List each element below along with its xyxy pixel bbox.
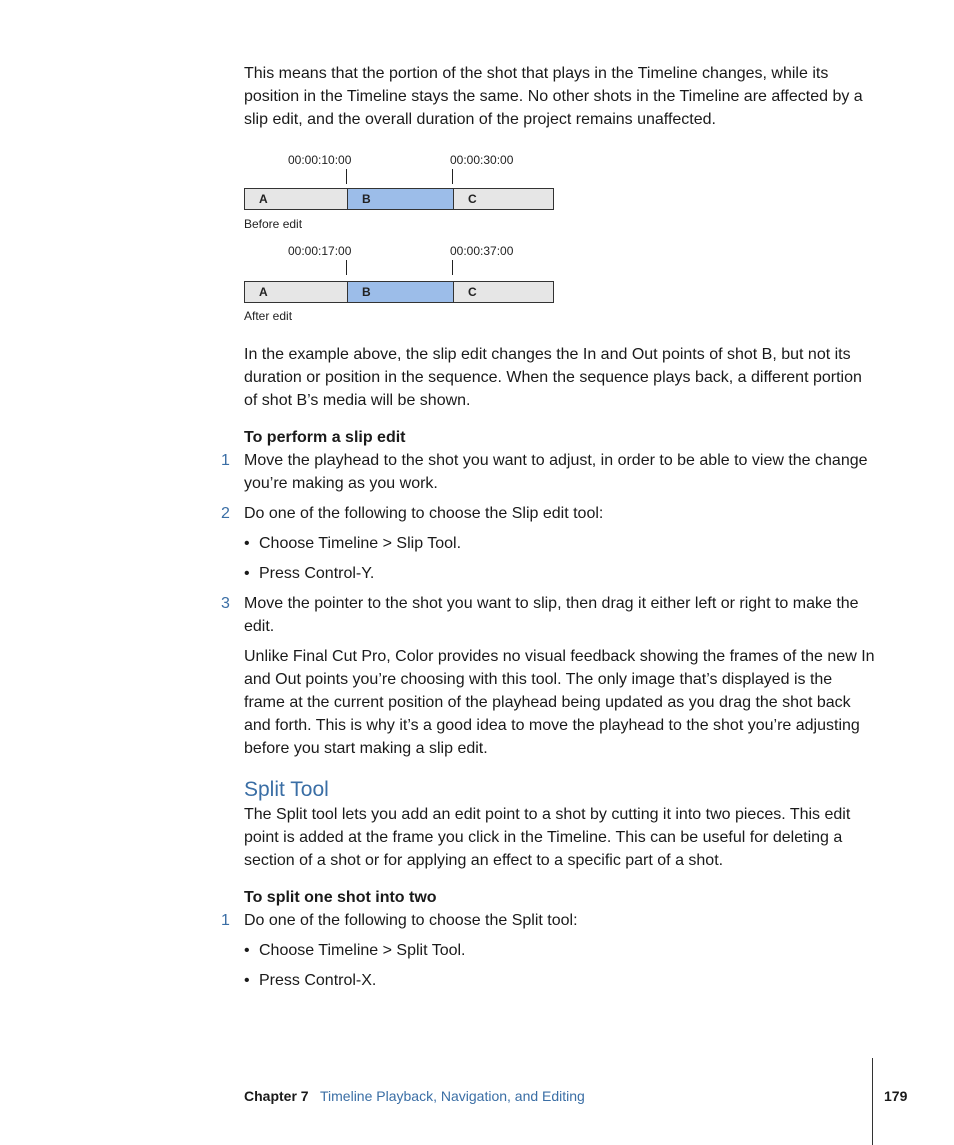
bullet-item (244, 939, 465, 962)
bullet-glyph: • (244, 535, 250, 552)
before-shot-b: B (348, 189, 454, 209)
step-text: Move the pointer to the shot you want to slip, then drag it either left or right to make the edit. (244, 595, 859, 635)
footer-divider (872, 1058, 873, 1145)
before-timecode-in: 00:00:10:00 (288, 153, 352, 167)
bullet-glyph: • (244, 565, 250, 582)
bullet-text: Choose Timeline > Slip Tool. (259, 535, 462, 552)
bullet-item (244, 969, 376, 992)
slip-procedure-heading: To perform a slip edit (244, 429, 406, 446)
step-text: Move the playhead to the shot you want to adjust, in order to be able to view the change you’re making as you work. (244, 452, 868, 492)
before-timeline-track (244, 188, 554, 210)
after-timecode-in: 00:00:17:00 (288, 244, 352, 258)
before-timecode-out: 00:00:30:00 (450, 153, 514, 167)
after-in-marker (346, 260, 347, 275)
bullet-text: Press Control-Y. (259, 565, 375, 582)
step-number: 2 (221, 505, 230, 522)
bullet-glyph: • (244, 942, 250, 959)
example-paragraph: In the example above, the slip edit changes the In and Out points of shot B, but not its duration or position in the sequence. When the sequence plays back, a different portion of shot B’s media will be shown. (244, 346, 862, 409)
footer-chapter: Chapter 7 (244, 1088, 309, 1104)
step-number: 1 (221, 452, 230, 469)
step-number: 3 (221, 595, 230, 612)
after-shot-a: A (245, 282, 348, 302)
after-shot-c: C (454, 282, 553, 302)
intro-paragraph: This means that the portion of the shot that plays in the Timeline changes, while its position in the Timeline stays the same. No other shots in the Timeline are affected by a slip edit, and the overall duration of the project remains unaffected. (244, 65, 863, 128)
bullet-item (244, 562, 374, 585)
after-caption: After edit (244, 309, 293, 323)
before-in-marker (346, 169, 347, 184)
before-out-marker (452, 169, 453, 184)
step-text: Do one of the following to choose the Slip edit tool: (244, 505, 604, 522)
bullet-text: Choose Timeline > Split Tool. (259, 942, 466, 959)
step-text: Do one of the following to choose the Split tool: (244, 912, 578, 929)
after-timecode-out: 00:00:37:00 (450, 244, 514, 258)
after-timeline-track (244, 281, 554, 303)
before-caption: Before edit (244, 217, 303, 231)
section-title: Split Tool (244, 778, 329, 801)
after-shot-b: B (348, 282, 454, 302)
before-shot-a: A (245, 189, 348, 209)
page-number: 179 (884, 1088, 908, 1104)
split-procedure-heading: To split one shot into two (244, 889, 437, 906)
step-number: 1 (221, 912, 230, 929)
after-out-marker (452, 260, 453, 275)
bullet-glyph: • (244, 972, 250, 989)
split-body-paragraph: The Split tool lets you add an edit point to a shot by cutting it into two pieces. This edit point is added at the frame you click in the Timeline. This can be useful for deleting a section of a shot or for applying an effect to a specific part of a shot. (244, 806, 851, 869)
bullet-item (244, 532, 461, 555)
slip-note-paragraph: Unlike Final Cut Pro, Color provides no visual feedback showing the frames of the new In and Out points you’re choosing with this tool. The only image that’s displayed is the frame at the current position of the playhead being updated as you drag the shot back and forth. This is why it’s a good idea to move the playhead to the shot you’re adjusting before you start making a slip edit. (244, 648, 875, 757)
before-shot-c: C (454, 189, 553, 209)
footer-chapter-title: Timeline Playback, Navigation, and Editing (320, 1088, 585, 1104)
bullet-text: Press Control-X. (259, 972, 377, 989)
